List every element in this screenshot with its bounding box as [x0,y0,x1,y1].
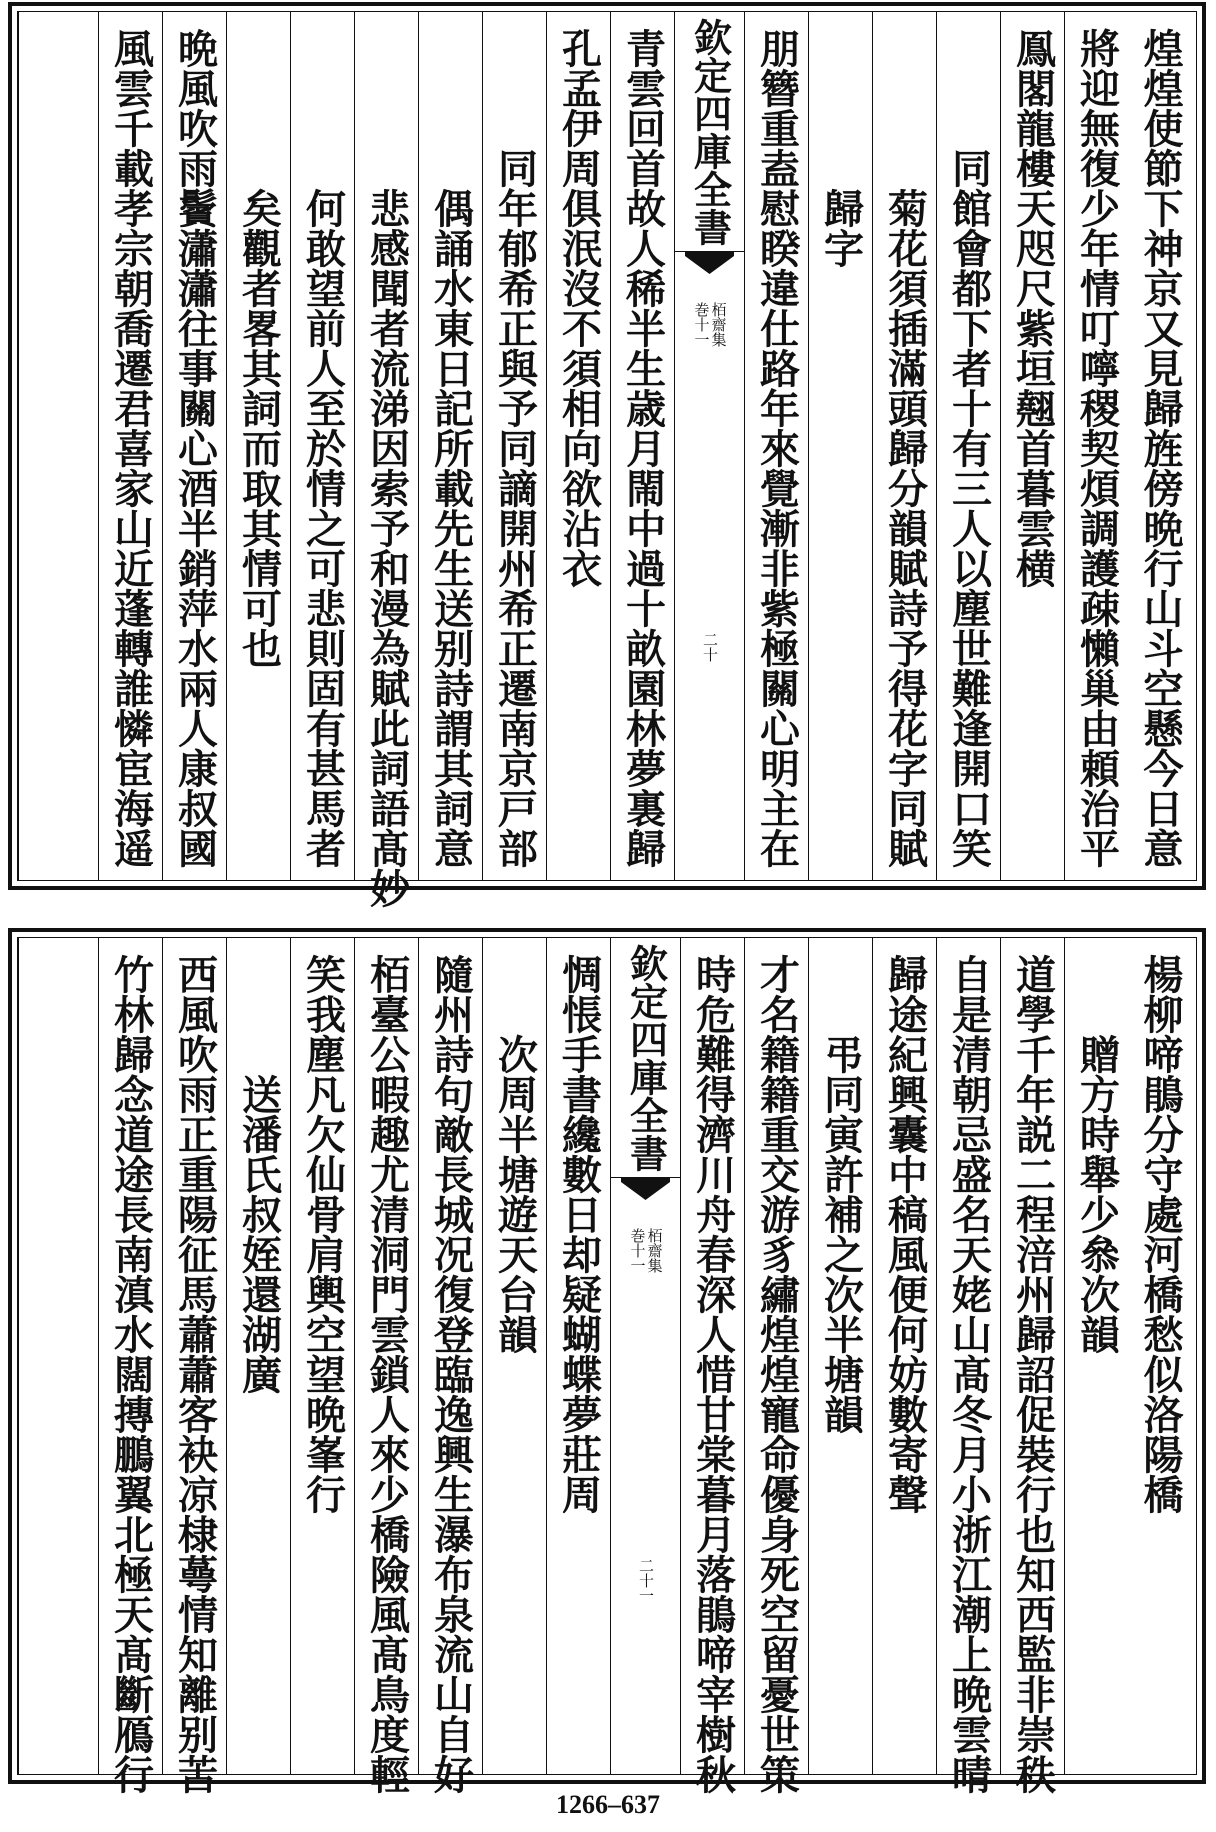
column-text: 時危難得濟川舟春深人惜甘棠暮月落鵑啼宰樹秋 [689,954,737,1794]
text-column [546,12,610,880]
column-text: 送潘氏叔姪還湖廣 [235,1074,283,1394]
spine-leaf [611,1558,680,1603]
spine-title-box [675,12,744,252]
column-text: 贈方時舉少叅次韻 [1073,1034,1121,1354]
spine-book-title: 栢齋集 [709,302,728,347]
column-text: 楊柳啼鵑分守處河橋愁似洛陽橋 [1137,954,1184,1514]
text-column [290,12,354,880]
column-text: 笑我塵凡欠仙骨肩輿空望晩峯行 [299,954,347,1514]
text-column [162,12,226,880]
fish-tail-icon [621,1178,670,1206]
text-column [1064,938,1128,1774]
text-column [936,938,1000,1794]
column-text: 道學千年説二程涪州歸詔促裝行也知西監非崇秩 [1009,954,1057,1794]
text-column [354,938,418,1794]
page-spine [610,938,680,1774]
column-text: 孔孟伊周俱泯沒不須相向欲沾衣 [555,28,603,588]
spine-meta [611,1228,680,1273]
text-column [354,12,418,908]
text-column [1000,12,1064,880]
spine-title: 欽定四庫全書 [623,944,669,1172]
text-column [418,938,482,1794]
fish-tail-icon [685,252,734,280]
spine-book-title: 栢齋集 [645,1228,664,1273]
top-page-frame [17,11,1197,908]
column-text: 栢臺公暇趣尤清洞門雲鎖人來少橋險風髙鳥度輕 [363,954,411,1794]
column-text: 菊花須插滿頭歸分韻賦詩予得花字同賦 [881,188,929,868]
text-column [98,12,162,880]
blank-column [18,12,98,880]
column-text: 竹林歸念道途長南滇水闊摶鵬翼北極天髙斷鴈行 [107,954,155,1794]
column-text: 弔同寅許補之次半塘韻 [817,1034,865,1434]
text-column [1000,938,1064,1794]
text-column [1128,12,1192,880]
text-column [872,938,936,1774]
column-text: 煌煌使節下神京又見歸旌傍晩行山斗空懸今日意 [1137,28,1184,868]
column-text: 次周半塘遊天台韻 [491,1034,539,1354]
spine-meta [675,302,744,347]
spine-title-box [611,938,680,1178]
column-text: 鳯閣龍樓天咫尺紫垣翹首暮雲横 [1009,28,1057,588]
column-text: 朋簪重盍慰睽違仕路年來覺漸非紫極關心明主在 [753,28,801,868]
bottom-page-frame [17,937,1197,1794]
page-spine [674,12,744,880]
column-text: 自是清朝忌盛名天姥山髙冬月小浙江潮上晩雲晴 [945,954,993,1794]
spine-volume: 巻十一 [692,302,711,347]
top-page [8,2,1206,908]
text-column [482,12,546,880]
column-text: 將迎無復少年情叮嚀稷契煩調護疎懶巢由頼治平 [1073,28,1121,868]
column-text: 才名籍籍重交游豸繡煌煌寵命優身死空留憂世策 [753,954,801,1794]
spine-leaf-number: 二十一 [637,1558,655,1603]
text-column [808,12,872,880]
spine-leaf-number: 二十 [701,632,719,662]
text-column [162,938,226,1794]
column-text: 歸字 [817,188,865,268]
column-text: 同年郁希正與予同謫開州希正遷南京戸部 [491,148,539,868]
spine-title: 欽定四庫全書 [687,18,733,246]
text-column [872,12,936,880]
text-column [808,938,872,1774]
bottom-page [8,928,1206,1794]
spine-leaf [675,632,744,662]
text-column [1064,12,1128,880]
column-text: 矣觀者畧其詞而取其情可也 [235,188,283,668]
column-text: 何敢望前人至於情之可悲則固有甚馬者 [299,188,347,868]
text-column [546,938,610,1774]
column-text: 偶誦水東日記所載先生送别詩謂其詞意 [427,188,475,868]
page-number-footer: 1266–637 [556,1790,660,1819]
blank-column [18,938,98,1774]
column-text: 隨州詩句敵長城况復登臨逸興生瀑布泉流山自好 [427,954,475,1794]
text-column [610,12,674,880]
column-text: 西風吹雨正重陽征馬蕭蕭客袂凉棣蕚情知離别苦 [171,954,219,1794]
text-column [744,938,808,1794]
text-column [482,938,546,1774]
column-text: 晩風吹雨鬢瀟瀟往事關心酒半銷萍水兩人康叔國 [171,28,219,868]
column-text: 青雲回首故人稀半生歳月閙中過十畝園林夢裏歸 [619,28,667,868]
text-column [1128,938,1192,1774]
text-column [744,12,808,880]
text-column [290,938,354,1774]
column-text: 風雲千載孝宗朝喬遷君喜家山近蓬轉誰憐宦海遥 [107,28,155,868]
text-column [226,938,290,1774]
text-column [226,12,290,880]
column-text: 惆悵手書纔數日却疑蝴蝶夢莊周 [555,954,603,1514]
text-column [936,12,1000,880]
column-text: 同館會都下者十有三人以塵世難逢開口笑 [945,148,993,868]
column-text: 歸途紀興囊中稿風便何妨數寄聲 [881,954,929,1514]
text-column [680,938,744,1794]
text-column [418,12,482,880]
spine-volume: 巻十一 [628,1228,647,1273]
text-column [98,938,162,1794]
column-text: 悲感聞者流涕因索予和漫為賦此詞語髙妙 [363,188,411,908]
